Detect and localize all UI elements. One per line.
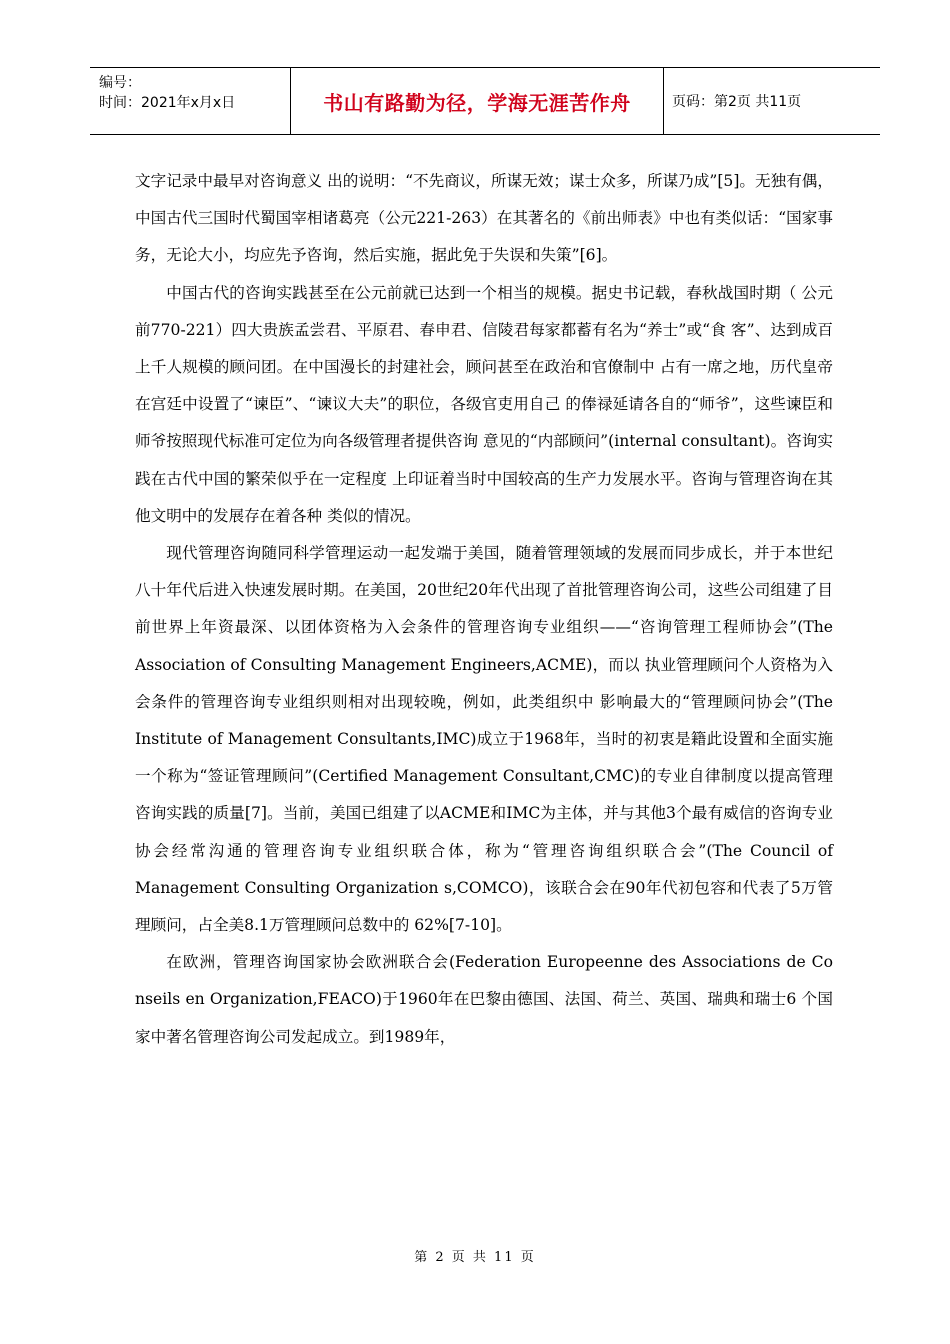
paragraph: 在欧洲，管理咨询国家协会欧洲联合会(Federation Europeenne des Associations de Co nseils en Organization,FEACO)于1960年在巴黎由德国、法国、荷兰、英国、瑞典和瑞士6 个国家中著名管理咨询公司发起成立。到1989年， — [135, 953, 833, 1046]
page-footer: 第 2 页 共 11 页 — [414, 1250, 536, 1265]
serial-number-label: 编号： — [99, 75, 141, 91]
header-page-info: 页码：第2页 共11页 — [672, 94, 802, 110]
document-body — [135, 163, 833, 1056]
header-motto: 书山有路勤为径，学海无涯苦作舟 — [291, 68, 664, 134]
header-meta — [90, 68, 291, 134]
paragraph: 文字记录中最早对咨询意义 出的说明：“不先商议，所谋无效；谋士众多，所谋乃成”[5]。无独有偶，中国古代三国时代蜀国宰相诸葛亮（公元221-263）在其著名的《前出师表》中也有类似话：“国家事务，无论大小，均应先予咨询，然后实施，据此免于失误和失策”[6]。 — [135, 172, 833, 265]
page-header — [90, 67, 880, 135]
paragraph: 现代管理咨询随同科学管理运动一起发端于美国，随着管理领域的发展而同步成长，并于本世纪八十年代后进入快速发展时期。在美国，20世纪20年代出现了首批管理咨询公司，这些公司组建了目前世界上年资最深、以团体资格为入会条件的管理咨询专业组织——“咨询管理工程师协会”(The Association of Consulting Management Engineers,ACME)，而以 执业管理顾问个人资格为入会条件的管理咨询专业组织则相对出现较晚，例如，此类组织中 影响最大的“管理顾问协会”(The Institute of Management Consultants,IMC)成立于1968年，当时的初衷是籍此设置和全面实施一个称为“签证管理顾问”(Certified Management Consultant,CMC)的专业自律制度以提高管理咨询实践的质量[7]。当前，美国已组建了以ACME和IMC为主体，并与其他3个最有威信的咨询专业协会经常沟通的管理咨询专业组织联合体，称为“管理咨询组织联合会”(The Council of Management Consulting Organization s,COMCO)，该联合会在90年代初包容和代表了5万管理顾问，占全美8.1万管理顾问总数中的 62%[7-10]。 — [135, 544, 833, 935]
paragraph: 中国古代的咨询实践甚至在公元前就已达到一个相当的规模。据史书记载，春秋战国时期（ 公元前770-221）四大贵族孟尝君、平原君、春申君、信陵君每家都蓄有名为“养士”或“食 客”、达到成百上千人规模的顾问团。在中国漫长的封建社会，顾问甚至在政治和官僚制中 占有一席之地，历代皇帝在宫廷中设置了“谏臣”、“谏议大夫”的职位，各级官吏用自己 的俸禄延请各自的“师爷”，这些谏臣和师爷按照现代标准可定位为向各级管理者提供咨询 意见的“内部顾问”(internal consultant)。咨询实践在古代中国的繁荣似乎在一定程度 上印证着当时中国较高的生产力发展水平。咨询与管理咨询在其他文明中的发展存在着各种 类似的情况。 — [135, 283, 833, 525]
date-label: 时间：2021年x月x日 — [99, 95, 236, 111]
